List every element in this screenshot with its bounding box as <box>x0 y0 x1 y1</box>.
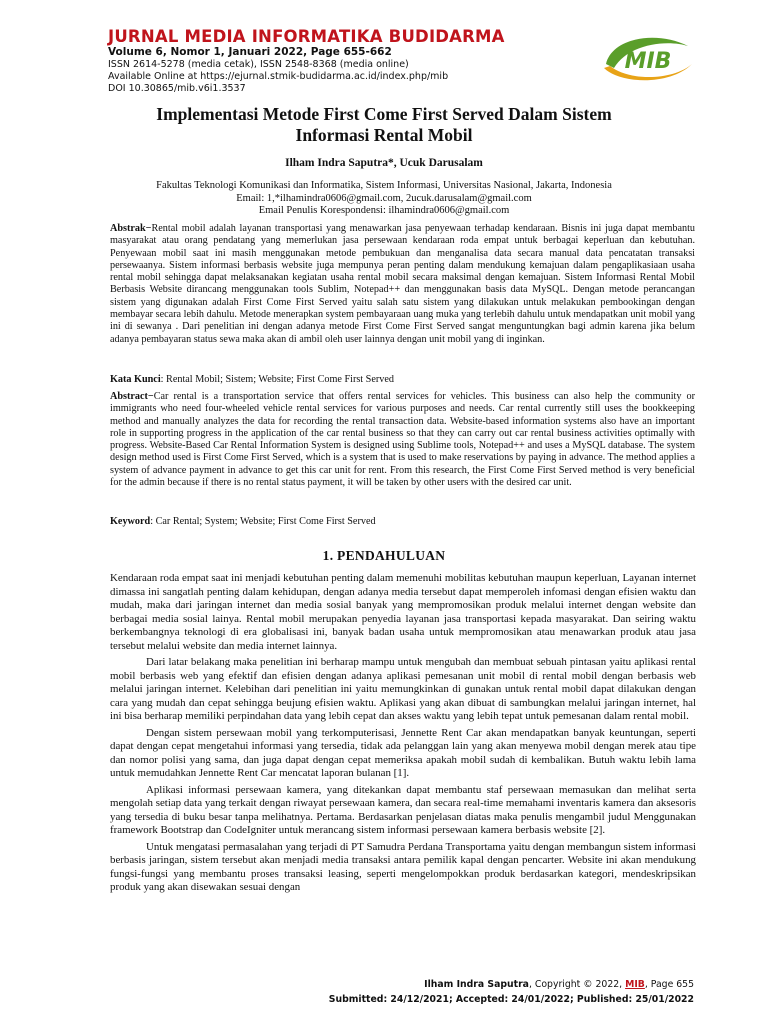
issn-line: ISSN 2614-5278 (media cetak), ISSN 2548-8368 (media online) <box>108 59 409 70</box>
journal-logo <box>600 24 696 90</box>
mib-link[interactable]: MIB <box>625 979 645 990</box>
kata-kunci-label: Kata Kunci <box>110 374 161 385</box>
footer-copyright <box>329 977 694 992</box>
abstract-en-label: Abstract− <box>110 391 154 402</box>
section-heading: 1. PENDAHULUAN <box>322 548 446 563</box>
available-online-line: Available Online at https://ejurnal.stmik-budidarma.ac.id/index.php/mib <box>108 71 449 82</box>
footer-copyright-text: , Copyright © 2022, <box>528 979 626 990</box>
title-line-1: Implementasi Metode First Come First Served Dalam Sistem <box>156 104 612 124</box>
section-body <box>110 572 696 898</box>
paragraph: Dengan sistem persewaan mobil yang terkomputerisasi, Jennette Rent Car akan mendapatkan banyak keuntungan, seperti dapat dengan cepat mengetahui informasi yang tersedia, tidak ada pelanggan lain yang akan menyewa mobil dengan merek atau tipe dan nomor polisi yang sama, dan juga dapat dengan cepat memeriksa apakah mobil sudah di kembalikan. Butuh waktu lebih lama untuk memudahkan Jennette Rent Car mencatat laporan bulanan [1]. <box>110 726 696 779</box>
email-line: Email: 1,*ilhamindra0606@gmail.com, 2ucuk.darusalam@gmail.com <box>236 192 532 204</box>
paragraph: Dari latar belakang maka penelitian ini berharap mampu untuk mengubah dan membuat sebuah pintasan yaitu aplikasi rental mobil berbasis web yang efektif dan efisien dengan adanya aplikasi pemesanan unit mobil di rental mobil dengan berbasis web melalui jaringan internet. Kelebihan dari penelitian ini yaitu memungkinkan di gunakan untuk rental mobil dapat dilakukan dengan cara yang mudah dan cepat sehingga beujung efisien waktu. Aplikasi yang akan dibuat di sambungkan melalui jaringan internet, hal ini bisa berharap memiliki perpindahan data yang lebih cepat dan akses waktu yang lebih tepat untuk pemesanan dalam rental mobil. <box>110 656 696 722</box>
paragraph: Kendaraan roda empat saat ini menjadi kebutuhan penting dalam memenuhi mobilitas kebutuhan maupun keperluan, Layanan internet dimassa ini sangatlah penting dalam kehidupan, dengan adanya media tersebut dapat memperoleh infomasi dengan efisien waktu dan mudah, maka dari jaringan internet dan media sosial banyak yang mempromosikan produk melalui internet dengan website dan berbagai media sosial lainya. Rental mobil merupakan penyedia layanan jasa transportasi kepada masyarakat. Dan seiring waktu berkembangnya teknologi di era globalisasi ini, banyak badan usaha untuk mempromosikan atau menawarkan produk atau jasa tersebut melalui website dan media internet lainnya. <box>110 572 696 652</box>
footer-dates: Submitted: 24/12/2021; Accepted: 24/01/2022; Published: 25/01/2022 <box>328 994 694 1005</box>
journal-name: JURNAL MEDIA INFORMATIKA BUDIDARMA <box>108 27 505 46</box>
paragraph: Untuk mengatasi permasalahan yang terjadi di PT Samudra Perdana Transportama yaitu dengan membangun sistem informasi berbasis jaringan, sistem tersebut akan menjadi media transaksi antara pemilik kapal dengan pencarter. Website ini akan mendukung fungsi-fungsi yang membantu proses transaksi leasing, seperti mengelompokkan produk berdasarkan kategori, mendeskripsikan produk yang akan disewakan sesuai dengan <box>110 840 696 893</box>
corresponding-email: Email Penulis Korespondensi: ilhamindra0606@gmail.com <box>258 205 510 216</box>
abstract-english <box>110 391 695 489</box>
abstract-id-text: Rental mobil adalah layanan transportasi yang menawarkan jasa penyewaan terhadap kendaraan. Bisnis ini juga dapat membantu masyarakat atau orang pendatang yang memerlukan jasa persewaan kendaraan roda empat untuk berbagai keperluan dan kebutuhan. Penyewaan mobil saat ini masih menggunakan metode pembukuan dan menganalisa data secara manual data pencatatan transaksi persewaanya. Sistem informasi berbasis website juga mempunya peran penting dalam mendukung kemajuan dalam pengaplikasiaan usaha rental mobil sehingga dapat melaksanakan kegiatan usaha rental mobil secara maksimal dengan kemajuan. Sistem Informasi Rental Mobil Berbasis Website dirancang menggunakan tools Sublim, Notepad++ dan menggunakan basis data MySQL. Dengan metode perancangan sistem yang digunakan adalah First Come First Served yaitu salah satu sistem yang dilakukan untuk melakukan pembookingan dengan membayar secara lebih dahulu. Metode menerapkan system pembayaraan uang muka yang terlebih dahulu untuk mendapatkan unit mobil yang ini di sewanya . Dari penelitian ini dengan adanya metode First Come First Served sangat menguntungkan bagi admin karena jika belum adanya pembayaran status sewa maka akan di ambil oleh user lainnya dengan unit mobil yang di inginkan. <box>110 223 695 345</box>
title-line-2: Informasi Rental Mobil <box>295 125 473 145</box>
volume-line: Volume 6, Nomor 1, Januari 2022, Page 655-662 <box>108 46 392 58</box>
abstract-indonesian <box>110 223 695 346</box>
journal-header <box>108 28 628 95</box>
abstract-en-text: Car rental is a transportation service that offers rental services for vehicles. This business can also help the community or immigrants who need four-wheeled vehicle rental services for various purposes and needs. Car rental currently still uses the bookkeeping method and manually analyzes the data for recording the rental transaction data. Website-based information systems also have an important role in supporting progress in the application of the car rental business so that they can carry out car rental business activities optimally with progress. Website-Based Car Rental Information System is designed using Sublime tools, Notepad++ and uses a MySQL database. The system design method used is First Come First Served, which is a system that is used to make reservations by paying in advance. The method applies a system of advance payment in advance to get this car unit for rent. From this research, the First Come First Served method is very beneficial for the admin because if there is no rental status payment, it will be taken by other users with the desired car unit. <box>110 391 695 489</box>
doi-line: DOI 10.30865/mib.v6i1.3537 <box>108 83 246 94</box>
paragraph: Aplikasi informasi persewaan kamera, yang ditekankan dapat membantu staf persewaan memasukan dan melihat serta mengolah setiap data yang terkait dengan riwayat persewaan kamera, dan secara real-time memahami inventaris kamera dan aksesoris yang tersedia di buku besar tanpa melihatnya. Pertama. Berdasarkan penjelasan diatas maka penulis mengambil judul Menggunakan framework Bootstrap dan CodeIgniter untuk merancang sistem informasi persewaan kamera berbasis website [2]. <box>110 783 696 836</box>
keyword-text: : Car Rental; System; Website; First Come First Served <box>150 516 376 527</box>
keywords-english <box>110 516 695 527</box>
keywords-indonesian <box>110 374 695 385</box>
kata-kunci-text: : Rental Mobil; Sistem; Website; First Come First Served <box>160 374 394 385</box>
abstract-id-label: Abstrak− <box>110 223 152 234</box>
keyword-label: Keyword <box>110 516 151 527</box>
logo-text: MIB <box>624 49 672 74</box>
authors: Ilham Indra Saputra*, Ucuk Darusalam <box>285 157 483 169</box>
footer-author: Ilham Indra Saputra <box>424 979 529 990</box>
affiliation-block <box>90 180 678 218</box>
page-footer <box>329 977 694 1007</box>
footer-page: , Page 655 <box>644 979 694 990</box>
paper-title <box>90 104 678 146</box>
affiliation: Fakultas Teknologi Komunikasi dan Informatika, Sistem Informasi, Universitas Nasional, Jakarta, Indonesia <box>156 180 612 191</box>
